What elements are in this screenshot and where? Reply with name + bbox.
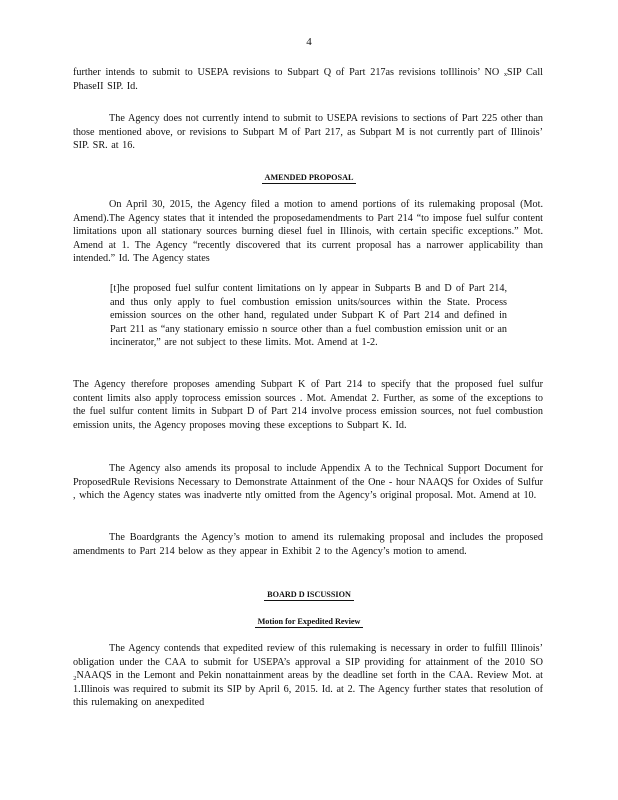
paragraph-motion-to-amend: On April 30, 2015, the Agency filed a motion to amend portions of its rulemaking proposal (Mot. Amend).The Agency states that it intended the proposedamendments to Part 214 “to impose fuel sulfur content limitations upon all stationary sources burning diesel fuel in Illinois, with certain specific exceptions.” Mot. Amend at 1. The Agency “recently discovered that its current proposal has a narrower applicability than intended.” Id. The Agency states <box>73 199 543 265</box>
paragraph-expedited-review: The Agency contends that expedited review of this rulemaking is necessary in order to fulfill Illinois’ obligation under the CAA to submit for USEPA’s approval a SIP providing for attainment of the 2010 SO ₂NAAQS in the Lemont and Pekin nonattainment areas by the deadline set forth in the CAA. Review Mot. at 1.Illinois was required to submit its SIP by April 6, 2015. Id. at 2. The Agency further states that resolution of this rulemaking on anexpedited <box>73 643 543 709</box>
paragraph-appendix-a: The Agency also amends its proposal to include Appendix A to the Technical Support Document for ProposedRule Revisions Necessary to Demonstrate Attainment of the One - hour NAAQS for Oxides of Sulfur , which the Agency states was inadverte ntly omitted from the Agency’s original proposal. Mot. Amend at 10. <box>73 463 543 502</box>
paragraph-continuation: further intends to submit to USEPA revisions to Subpart Q of Part 217as revisions toIllinois’ NO ₓSIP Call PhaseII SIP. Id. <box>73 67 543 92</box>
paragraph-subpart-k: The Agency therefore proposes amending Subpart K of Part 214 to specify that the proposed fuel sulfur content limits also apply toprocess emission sources . Mot. Amendat 2. Further, as some of the exceptions to the fuel sulfur content limits in Subpart D of Part 214 involve process emission sources, not fuel combustion emission units, the Agency proposes moving these exceptions to Subpart K. Id. <box>73 379 543 431</box>
paragraph-subpart-m: The Agency does not currently intend to submit to USEPA revisions to sections of Part 225 other than those mentioned above, or revisions to Subpart M of Part 217, as Subpart M is not currently part of Illinois’ SIP. SR. at 16. <box>73 113 543 152</box>
paragraph-board-grants: The Boardgrants the Agency’s motion to amend its rulemaking proposal and includes the proposed amendments to Part 214 below as they appear in Exhibit 2 to the Agency’s motion to amend. <box>73 532 543 557</box>
heading-board-discussion-text: BOARD D ISCUSSION <box>264 590 354 601</box>
page-number: 4 <box>306 36 312 48</box>
heading-amended-proposal-text: AMENDED PROPOSAL <box>262 173 357 184</box>
heading-board-discussion <box>0 590 618 601</box>
block-quote: [t]he proposed fuel sulfur content limitations on ly appear in Subparts B and D of Part 214, and thus only apply to fuel combustion emission units/sources within the State. Process emission sources on the other hand, regulated under Subpart K of Part 214 and defined in Part 211 as “any stationary emissio n source other than a fuel combustion emission unit or an incinerator,” are not subject to these limits. Mot. Amend at 1-2. <box>110 283 507 349</box>
heading-motion-expedited-review-text: Motion for Expedited Review <box>255 617 364 628</box>
heading-amended-proposal <box>0 173 618 184</box>
heading-motion-expedited-review <box>0 617 618 628</box>
